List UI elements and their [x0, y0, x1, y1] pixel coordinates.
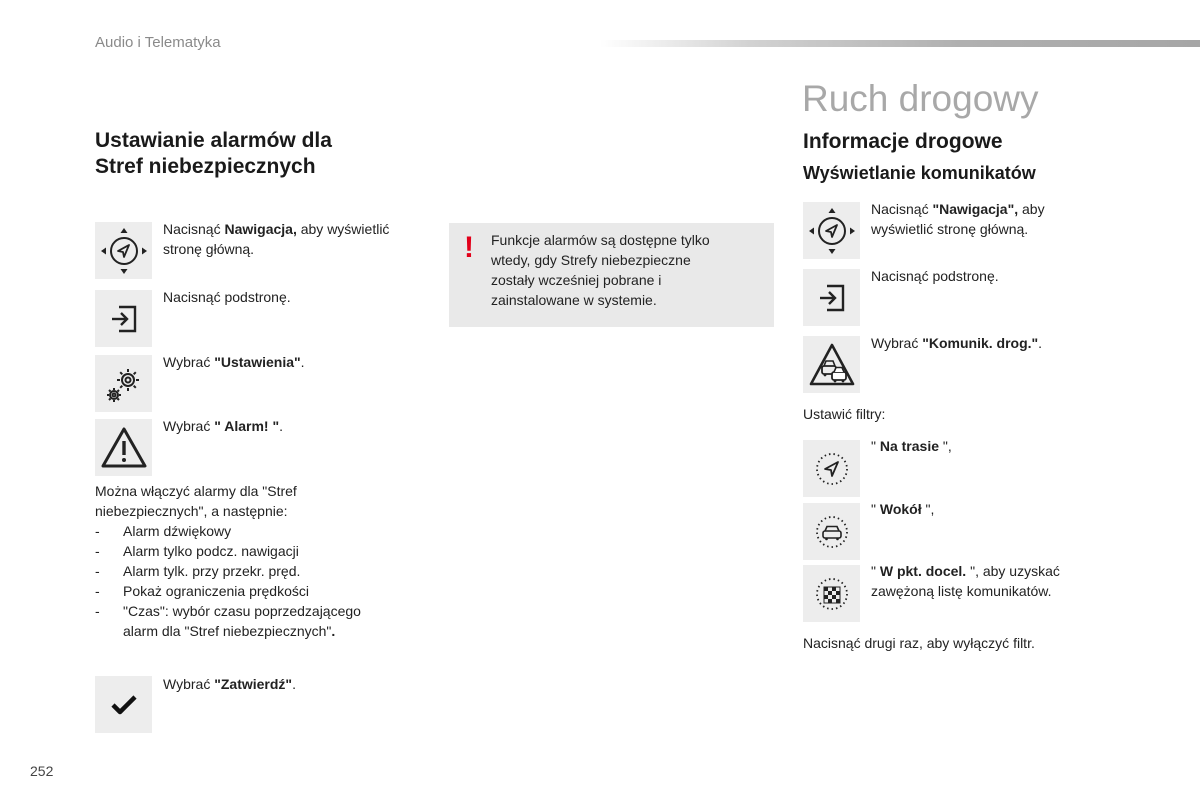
filter-text-post: ", — [921, 501, 935, 517]
chapter-title: Ruch drogowy — [802, 78, 1039, 119]
warning-line-4: zainstalowane w systemie. — [491, 292, 657, 308]
traffic-info-icon — [808, 342, 856, 388]
list-item — [95, 581, 435, 601]
step-text-post: . — [292, 676, 296, 692]
list-item-text: Alarm tylk. przy przekr. pręd. — [123, 563, 301, 579]
list-item-text: "Czas": wybór czasu poprzedzającego — [123, 603, 361, 619]
list-item-text: Alarm dźwiękowy — [123, 523, 232, 539]
step-text-bold: "Ustawienia" — [214, 354, 301, 370]
step-text-pre: Wybrać — [163, 676, 215, 692]
filter-destination-text — [871, 561, 1141, 601]
filter-text-bold: W pkt. docel. — [879, 563, 967, 579]
settings-icon-box — [95, 355, 152, 412]
step-text-bold: "Nawigacja", — [932, 201, 1019, 217]
submenu-icon-box — [803, 269, 860, 326]
navigation-compass-icon-box — [95, 222, 152, 279]
intro-line-2: niebezpiecznych", a następnie: — [95, 503, 288, 519]
submenu-icon-box — [95, 290, 152, 347]
list-item-punct: . — [331, 623, 336, 639]
left-step-navigation-text — [163, 219, 428, 259]
filter-text-line2: zawężoną listę komunikatów. — [871, 583, 1052, 599]
traffic-info-icon-box — [803, 336, 860, 393]
list-item — [95, 541, 435, 561]
step-text-post: . — [279, 418, 283, 434]
navigation-compass-icon-box — [803, 202, 860, 259]
warning-triangle-icon — [100, 426, 148, 470]
step-text-pre: Nacisnąć — [163, 221, 225, 237]
navigation-compass-icon — [806, 205, 858, 257]
list-item-text: Alarm tylko podcz. nawigacji — [123, 543, 299, 559]
navigation-compass-icon — [98, 225, 150, 277]
settings-gears-icon — [101, 361, 147, 407]
filter-text-post: ", aby uzyskać — [966, 563, 1060, 579]
filters-label: Ustawić filtry: — [803, 406, 886, 422]
left-step-confirm-text — [163, 674, 296, 694]
list-dash: - — [95, 543, 100, 559]
step-text-bold: Nawigacja, — [224, 221, 297, 237]
destination-flag-icon — [812, 574, 852, 614]
alarm-icon-box — [95, 419, 152, 476]
step-text-post: aby — [1018, 201, 1045, 217]
confirm-icon-box — [95, 676, 152, 733]
step-text-pre: Nacisnąć podstronę. — [871, 268, 999, 284]
filter-footer-text: Nacisnąć drugi raz, aby wyłączyć filtr. — [803, 635, 1035, 651]
step-text-pre: Wybrać — [163, 418, 215, 434]
step-text-bold: "Komunik. drog." — [922, 335, 1039, 351]
step-text-bold: " Alarm! " — [214, 418, 280, 434]
around-car-icon — [812, 512, 852, 552]
list-item-continuation: alarm dla "Stref niebezpiecznych" — [123, 623, 332, 639]
left-step-alarm-text — [163, 416, 283, 436]
list-dash: - — [95, 603, 100, 619]
warning-line-1: Funkcje alarmów są dostępne tylko — [491, 232, 710, 248]
filter-text-bold: Wokół — [879, 501, 922, 517]
list-item-text: Pokaż ograniczenia prędkości — [123, 583, 309, 599]
destination-filter-icon-box — [803, 565, 860, 622]
filter-text-pre: " — [871, 563, 880, 579]
step-text-post: . — [1038, 335, 1043, 351]
left-heading-line2: Stref niebezpiecznych — [95, 155, 316, 178]
list-item — [95, 561, 435, 581]
exclamation-icon: ! — [464, 231, 474, 264]
around-filter-icon-box — [803, 503, 860, 560]
left-heading-line1: Ustawianie alarmów dla — [95, 129, 332, 152]
right-step-navigation-text — [871, 199, 1121, 239]
submenu-enter-icon — [107, 302, 141, 336]
filter-text-pre: " — [871, 501, 880, 517]
submenu-enter-icon — [815, 281, 849, 315]
page-number: 252 — [30, 763, 54, 779]
filter-text-bold: Na trasie — [879, 438, 940, 454]
list-dash: - — [95, 563, 100, 579]
filter-around-text — [871, 499, 934, 519]
filter-text-pre: " — [871, 438, 880, 454]
alarm-options-list — [95, 521, 435, 641]
right-subheading: Wyświetlanie komunikatów — [803, 163, 1036, 183]
list-item — [95, 521, 435, 541]
step-text-pre: Nacisnąć — [871, 201, 933, 217]
checkmark-icon — [110, 693, 138, 717]
warning-line-3: zostały wcześniej pobrane i — [491, 272, 662, 288]
list-dash: - — [95, 583, 100, 599]
alarm-options-block — [95, 481, 435, 641]
left-step-settings-text — [163, 352, 305, 372]
step-text-pre: Wybrać — [163, 354, 215, 370]
warning-note-box — [449, 223, 774, 327]
route-arrow-icon — [812, 449, 852, 489]
step-text-post: . — [300, 354, 305, 370]
warning-line-2: wtedy, gdy Strefy niebezpieczne — [491, 252, 691, 268]
step-text-post: aby wyświetlić stronę główną. — [163, 221, 390, 257]
route-filter-icon-box — [803, 440, 860, 497]
header-gradient-bar — [600, 40, 1200, 47]
step-text-pre: Wybrać — [871, 335, 923, 351]
intro-line-1: Można włączyć alarmy dla "Stref — [95, 483, 297, 499]
filter-on-route-text — [871, 436, 952, 456]
step-text-bold: "Zatwierdź" — [214, 676, 293, 692]
step-text-pre: Nacisnąć podstronę. — [163, 289, 291, 305]
warning-note-text — [491, 230, 761, 310]
right-step-submenu-text — [871, 266, 999, 286]
right-heading: Informacje drogowe — [803, 130, 1003, 153]
filter-text-post: ", — [939, 438, 952, 454]
list-dash: - — [95, 523, 100, 539]
left-step-submenu-text — [163, 287, 291, 307]
step-text-line2: wyświetlić stronę główną. — [871, 221, 1029, 237]
section-header-label: Audio i Telematyka — [95, 34, 221, 51]
right-step-traffic-text — [871, 333, 1042, 353]
left-heading — [95, 128, 332, 180]
list-item — [95, 601, 435, 641]
